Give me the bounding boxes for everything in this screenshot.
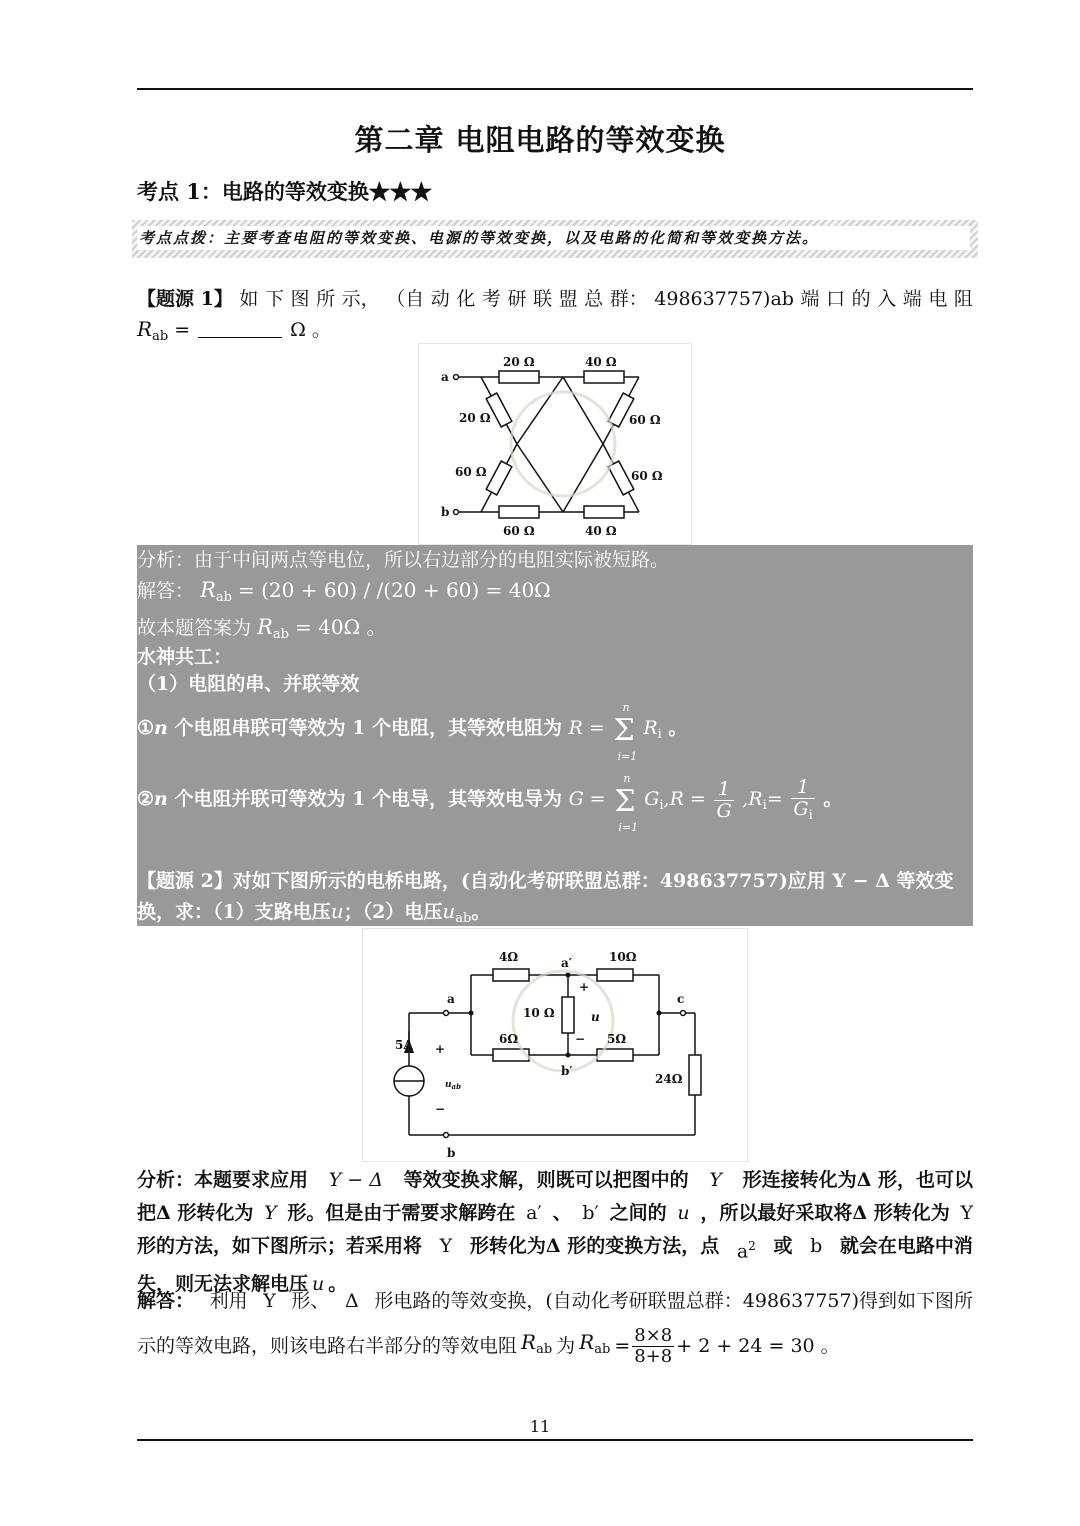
analysis-2 bbox=[137, 1164, 973, 1301]
plus-sign-2: + bbox=[579, 980, 590, 994]
circuit-figure-2 bbox=[362, 928, 748, 1162]
r10-mid-label: 10 Ω bbox=[523, 1006, 555, 1020]
question-1-token: 化 bbox=[456, 288, 476, 310]
plus-sign: + bbox=[435, 1042, 446, 1056]
chapter-title: 第二章 电阻电路的等效变换 bbox=[354, 123, 726, 157]
source-label: 5A bbox=[395, 1038, 413, 1052]
question-1-token: 如 bbox=[239, 288, 259, 310]
r10-top-label: 10Ω bbox=[609, 950, 637, 964]
question-1-token: 电 bbox=[928, 288, 948, 310]
analysis-2-line-2: 把Δ 形转化为 Y 形。但是由于需要求解跨在 a′ 、 b′ 之间的 u ，所以最好采取将Δ 形转化为 Y bbox=[137, 1202, 973, 1224]
question-2-line-2: 换，求：（1）支路电压u；（2）电压$u_{ab}$。 bbox=[137, 899, 491, 926]
minus-sign: − bbox=[435, 1102, 446, 1116]
question-1-token: 图 bbox=[290, 288, 310, 310]
node-b: b bbox=[447, 1146, 456, 1160]
rab-unit: Ω 。 bbox=[290, 319, 331, 341]
rule-parallel: ②n 个电阻并联可等效为 1 个电导，其等效电导为 G = Σ n i=1 $G_i,R$ = $\frac{1}{G}$ $,R_i=$ $\frac{1}{G_i}$ 。 bbox=[137, 772, 843, 835]
analysis-1: 分析：由于中间两点等电位，所以右边部分的电阻实际被短路。 bbox=[137, 549, 670, 571]
question-1-token: 口 bbox=[826, 288, 846, 310]
resistor-label-upper-left: 20 Ω bbox=[459, 411, 491, 425]
question-1-token: （自 bbox=[386, 288, 425, 310]
minus-sign-2: − bbox=[575, 1032, 586, 1046]
resistor-label-bottom-right: 40 Ω bbox=[585, 524, 617, 538]
rule-series: ①n 个电阻串联可等效为 1 个电阻，其等效电阻为 R = Σ n i=1 $R_i$ 。 bbox=[137, 701, 688, 763]
question-1-token: 下 bbox=[264, 288, 284, 310]
r4-label: 4Ω bbox=[499, 950, 519, 964]
solution-block bbox=[137, 545, 973, 926]
rab-symbol: $R_{ab}$ bbox=[137, 317, 169, 344]
question-1-token: 群： bbox=[609, 288, 648, 310]
circuit-figure-1 bbox=[418, 343, 692, 545]
node-a: a bbox=[447, 992, 455, 1006]
conclusion-1: 故本题答案为 $R_{ab} = 40\Omega$ 。 bbox=[137, 615, 387, 642]
node-a-prime: a′ bbox=[561, 956, 572, 970]
question-1-token: 阻 bbox=[953, 288, 973, 310]
analysis-2-line-4: 失，则无法求解电压 u 。 bbox=[137, 1273, 348, 1296]
answer-2-line-2: 示的等效电路，则该电路右半部分的等效电阻 $R_{ab}$ 为 $R_{ab}$ = $\frac{8\times 8}{8+8}$ + 2 + 24 = 30 。 bbox=[137, 1325, 840, 1367]
node-a-label: a bbox=[441, 370, 449, 384]
footer-rule bbox=[137, 1439, 973, 1441]
question-1-token: 498637757)ab bbox=[654, 288, 794, 310]
node-c: c bbox=[677, 992, 685, 1006]
resistor-label-top-left: 20 Ω bbox=[503, 355, 535, 369]
question-1-token: 联 bbox=[533, 288, 553, 310]
watermark-seal-icon bbox=[511, 392, 615, 496]
analysis-2-line-1: 分析：本题要求应用 Y − Δ 等效变换求解，则既可以把图中的 Y 形连接转化为Δ 形，也可以 bbox=[137, 1169, 973, 1191]
circuit-2-svg bbox=[363, 929, 747, 1161]
question-1-token: 总 bbox=[584, 288, 604, 310]
question-1 bbox=[137, 284, 973, 352]
question-1-token: 考 bbox=[481, 288, 501, 310]
resistor-label-top-right: 40 Ω bbox=[585, 355, 617, 369]
item-1-heading: （1）电阻的串、并联等效 bbox=[137, 673, 360, 695]
question-1-token: 研 bbox=[507, 288, 527, 310]
question-1-token: 动 bbox=[430, 288, 450, 310]
answer-2 bbox=[137, 1286, 973, 1367]
rab-equals: = bbox=[174, 319, 191, 341]
shuishen-heading: 水神共工： bbox=[137, 646, 233, 668]
tip-box bbox=[132, 220, 978, 258]
analysis-2-line-3: 形的方法，如下图所示；若采用将 Y 形转化为Δ 形的变换方法，点 $a^2$ 或 b 就会在电路中消 bbox=[137, 1235, 973, 1263]
answer-2-line-1: 解答： 利用 Y 形、 Δ 形电路的等效变换，(自动化考研联盟总群：498637757)得到如下图所 bbox=[137, 1290, 973, 1312]
node-b-label: b bbox=[441, 505, 450, 519]
answer-blank bbox=[198, 317, 282, 338]
r5-label: 5Ω bbox=[607, 1032, 627, 1046]
page-number: 11 bbox=[529, 1417, 551, 1436]
uab-label: $u_{ab}$ bbox=[445, 1080, 461, 1091]
rab-symbol-2: $R_{ab}$ bbox=[200, 578, 232, 605]
r24-label: 24Ω bbox=[655, 1072, 683, 1086]
node-b-prime: b′ bbox=[561, 1064, 573, 1078]
question-1-token: 端 bbox=[800, 288, 820, 310]
header-rule bbox=[137, 88, 973, 90]
question-1-label: 【题源 1】 bbox=[137, 288, 233, 310]
question-1-token: 的 bbox=[851, 288, 871, 310]
u-label: u bbox=[591, 1010, 600, 1024]
resistor-label-bottom-left: 60 Ω bbox=[503, 524, 535, 538]
rab-symbol-3: $R_{ab}$ bbox=[257, 615, 289, 642]
question-1-line-1 bbox=[137, 284, 973, 314]
question-1-token: 盟 bbox=[558, 288, 578, 310]
section-heading: 考点 1：电路的等效变换★★★ bbox=[137, 179, 432, 204]
answer-1: 解答： $R_{ab} = (20 + 60) / /(20 + 60) = 40\Omega$ bbox=[137, 578, 551, 605]
resistor-label-lower-right: 60 Ω bbox=[631, 469, 663, 483]
question-1-token: 入 bbox=[877, 288, 897, 310]
question-1-token: 端 bbox=[902, 288, 922, 310]
question-2-line-1: 【题源 2】对如下图所示的电桥电路，(自动化考研联盟总群：498637757)应用 Y − Δ 等效变 bbox=[137, 870, 954, 892]
circuit-1-svg bbox=[419, 344, 691, 544]
question-1-token: 示， bbox=[341, 288, 380, 310]
tip-text: 考点点拨：主要考查电阻的等效变换、电源的等效变换，以及电路的化简和等效变换方法。 bbox=[137, 226, 970, 250]
r6-label: 6Ω bbox=[499, 1032, 519, 1046]
question-1-token: 所 bbox=[316, 288, 336, 310]
resistor-label-lower-left: 60 Ω bbox=[455, 465, 487, 479]
resistor-label-upper-right: 60 Ω bbox=[629, 413, 661, 427]
